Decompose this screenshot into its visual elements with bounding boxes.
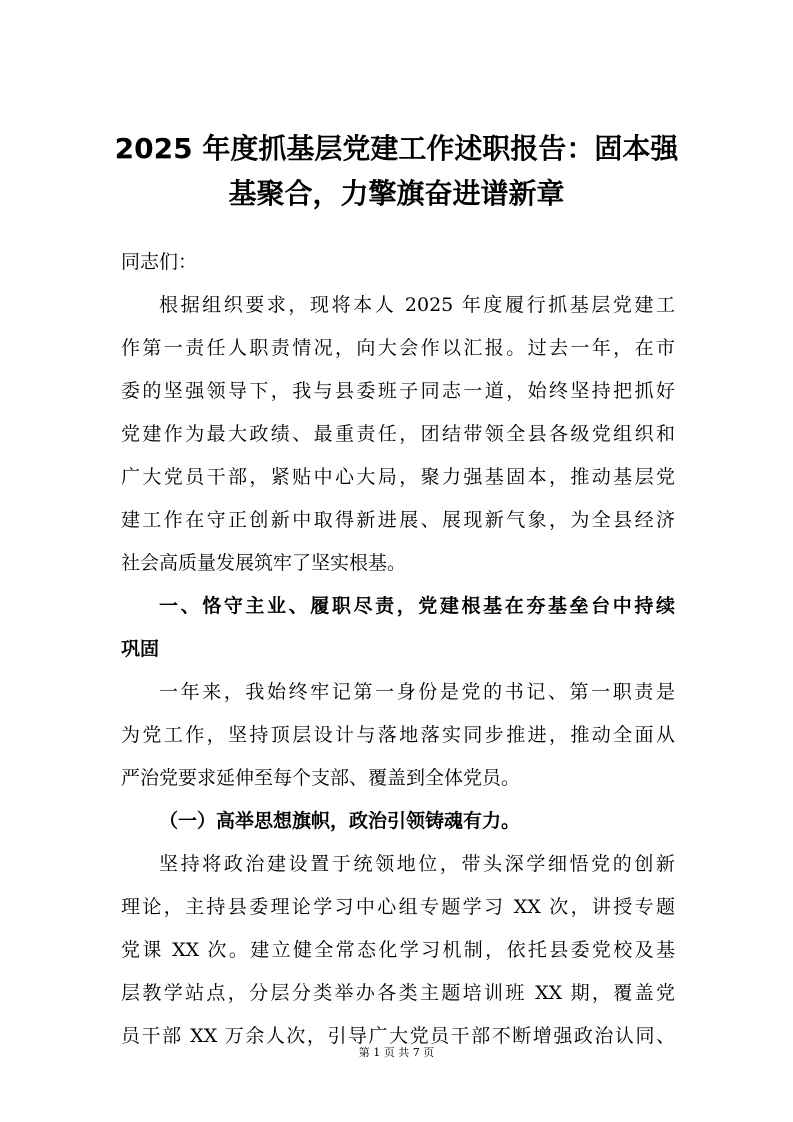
subheading-line: （一）高举思想旗帜，政治引领铸魂有力。 xyxy=(159,810,521,832)
paragraph-line: 社会高质量发展筑牢了坚实根基。 xyxy=(121,552,407,574)
paragraph-line: 委的坚强领导下，我与县委班子同志一道，始终坚持把抓好 xyxy=(121,380,675,402)
page-footer: 第 1 页 共 7 页 xyxy=(358,1046,435,1059)
title-line: 基聚合，力擎旗奋进谱新章 xyxy=(228,177,565,210)
heading-line: 巩固 xyxy=(121,638,160,660)
paragraph-line: 党课 XX 次。建立健全常态化学习机制，依托县委党校及基 xyxy=(121,939,675,961)
paragraph xyxy=(121,671,675,800)
title-line: 2025 年度抓基层党建工作述职报告：固本强 xyxy=(114,132,679,165)
paragraph-line: 员干部 XX 万余人次，引导广大党员干部不断增强政治认同、 xyxy=(121,1025,675,1047)
paragraph-line: 党建作为最大政绩、最重责任，团结带领全县各级党组织和 xyxy=(121,423,675,445)
paragraph-line: 为党工作，坚持顶层设计与落地落实同步推进，推动全面从 xyxy=(121,724,675,746)
paragraph-line: 理论，主持县委理论学习中心组专题学习 XX 次，讲授专题 xyxy=(121,896,675,918)
paragraph-line: 严治党要求延伸至每个支部、覆盖到全体党员。 xyxy=(121,767,521,789)
heading xyxy=(121,585,675,671)
paragraph-line: 广大党员干部，紧贴中心大局，聚力强基固本，推动基层党 xyxy=(121,466,675,488)
paragraph-line: 作第一责任人职责情况，向大会作以汇报。过去一年，在市 xyxy=(121,337,675,359)
paragraph-line: 坚持将政治建设置于统领地位，带头深学细悟党的创新 xyxy=(159,853,675,875)
subheading xyxy=(121,800,675,843)
paragraph xyxy=(121,284,675,585)
document-title xyxy=(100,126,693,216)
salutation xyxy=(121,241,675,284)
paragraph-line: 建工作在守正创新中取得新进展、展现新气象，为全县经济 xyxy=(121,509,675,531)
paragraph-line: 层教学站点，分层分类举办各类主题培训班 XX 期，覆盖党 xyxy=(121,982,675,1004)
document-body xyxy=(121,241,675,1058)
heading-line: 一、恪守主业、履职尽责，党建根基在夯基垒台中持续 xyxy=(159,595,675,617)
paragraph xyxy=(121,843,675,1058)
salutation-line: 同志们： xyxy=(121,251,198,273)
paragraph-line: 一年来，我始终牢记第一身份是党的书记、第一职责是 xyxy=(159,681,675,703)
paragraph-line: 根据组织要求，现将本人 2025 年度履行抓基层党建工 xyxy=(159,294,675,316)
